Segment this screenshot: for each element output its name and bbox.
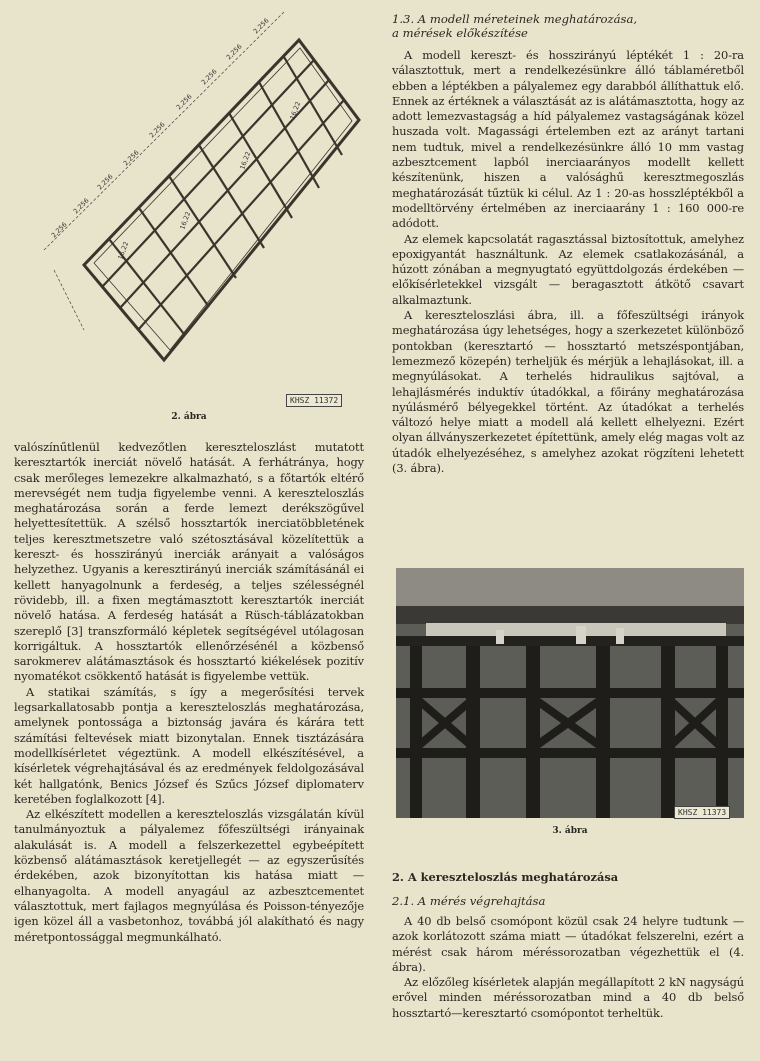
figure-2 [14, 0, 364, 425]
grillage-drawing [14, 0, 364, 425]
svg-text:2,256: 2,256 [121, 148, 141, 168]
right-paragraph-3: A kereszteloszlási ábra, ill. a főfeszültségi irányok meghatározása úgy lehetséges, hogy a szerkezetet különböző pontokban (keresztartó — hossztartó metszéspontjában, lemezmező közepén) terheljük és mérjük a lehajlásokat, ill. a megnyúlásokat. A terhelés hidraulikus sajtóval, a lehajlásmérés induktív útadókkal, a főirány meghatározása nyúlásmérő bélyegekkel történt. Az útadókat a terhelés változó helye miatt a modell alá kellett elhelyezni. Ezért olyan állványszerkezetet építettünk, amely elég magas volt az útadók elhelyezéséhez, s amelyhez azokat rögzíteni lehetett (3. ábra). [392, 308, 744, 476]
figure-3-photo [396, 568, 744, 818]
section-2-paragraph-2: Az előzőleg kísérletek alapján megállapított 2 kN nagyságú erővel minden méréssorozatban mind a 40 db belső hossztartó—keresztartó csomópontot terheltük. [392, 975, 744, 1020]
scaffolding-photo [396, 568, 744, 818]
left-text-column [14, 440, 364, 945]
section-2-heading: 2. A kereszteloszlás meghatározása [392, 870, 619, 884]
svg-text:2,256: 2,256 [49, 220, 69, 240]
section-2-paragraph-1: A 40 db belső csomópont közül csak 24 helyre tudtunk — azok korlátozott száma miatt — útadókat felszerelni, ezért a mérést csak három méréssorozatban végezhettük el (4. ábra). [392, 914, 744, 974]
section-2 [392, 870, 744, 1021]
svg-text:2,256: 2,256 [71, 196, 91, 216]
svg-text:16,22: 16,22 [116, 240, 131, 261]
figure-2-stamp: KHSZ 11372 [286, 394, 342, 407]
svg-text:2,256: 2,256 [251, 16, 271, 36]
svg-text:2,256: 2,256 [199, 67, 219, 87]
svg-text:2,256: 2,256 [95, 172, 115, 192]
svg-text:16,22: 16,22 [288, 100, 303, 121]
left-paragraph-1: valószínűtlenül kedvezőtlen kereszteloszlást mutatott keresztartók inerciát növelő hatását. A ferhátránya, hogy csak merőleges lemezekre alkalmazható, s a főtartók eltérő merevségét nem tudja figyelembe venni. A kereszteloszlás meghatározása során a ferde lemezt derékszögűvel helyettesítettük. A szélső hossztartók inerciatöbbletének teljes keresztmetszetre való szétosztásával közelítettük a kereszt- és hosszirányú inerciák arányait a valóságos helyzethez. Ugyanis a keresztirányú inerciák számításánál ei kellett hanyagolnunk a ferdeség, a teljes szélességnél rövidebb, ill. a fixen megtámasztott keresztartók inerciát növelő hatása. A ferdeség hatását a Rüsch-táblázatokban szereplő [3] transzformáló képletek segítségével utólagosan korrigáltuk. A hossztartók ellenőrzésénél a közbenső sarokmerev alátámasztások és hossztartó kiékelések pozitív nyomatékot csökkentő hatását is figyelembe vettük. [14, 440, 364, 684]
right-text-column [392, 12, 744, 476]
svg-text:16,22: 16,22 [238, 150, 253, 171]
left-paragraph-3: Az elkészített modellen a kereszteloszlás vizsgálatán kívül tanulmányoztuk a pályalemez főfeszültségi irányainak alakulását is. A modell a felszerkezettel egybeépített közbenső alátámasztások keretjellegét — az egyszerűsítés érdekében, azok bizonyítottan kis hatása miatt — elhanyagolta. A modell anyagául az azbesztcementet választottuk, mert fajlagos megnyúlása és Poisson-tényezője igen közel áll a vasbetonhoz, továbbá jól alakítható és nagy méretpontossággal megmunkálható. [14, 807, 364, 944]
figure-2-caption: 2. ábra [171, 412, 207, 422]
svg-text:2,256: 2,256 [147, 120, 167, 140]
left-paragraph-2: A statikai számítás, s így a megerősítési tervek legsarkallatosabb pontja a kereszteloszlás meghatározása, amelynek pontossága a biztonság javára és kárára tett számítási feltevések miatt bizonytalan. Ennek tisztázására modellkísérletet végeztünk. A modell elkészítésével, a kísérletek végrehajtásával és az eredmények feldolgozásával két hallgatónk, Benics József és Szűcs József diplomaterv keretében foglalkozott [4]. [14, 684, 364, 806]
svg-text:16,22: 16,22 [178, 210, 193, 231]
figure-3-stamp: KHSZ 11373 [674, 806, 730, 819]
right-paragraph-1: A modell kereszt- és hosszirányú léptékét 1 : 20-ra választottuk, mert a rendelkezésünkre álló táblaméretből ebben a léptékben a pályalemez egy darabból állíthattuk elő. Ennek az értéknek a választását az is alátámasztotta, hogy az adott lemezvastagság a híd pályalemez vastagságának közel huszada volt. Magassági értelemben ezt az arányt tartani nem tudtuk, mivel a rendelkezésünkre álló 10 mm vastag azbesztcement lapból inerciaarányos modellt kellett készítenünk, hiszen a valósághű keresztmegoszlás meghatározását tűztük ki célul. Az 1 : 20-as hosszléptékből a modelltörvény értelmében az inerciaarány 1 : 160 000-re adódott. [392, 48, 744, 231]
section-1-3-heading-line-1: 1.3. A modell méreteinek meghatározása, [392, 12, 638, 26]
svg-text:2,256: 2,256 [174, 92, 194, 112]
right-paragraph-2: Az elemek kapcsolatát ragasztással biztosítottuk, amelyhez epoxigyantát használtunk. Az elemek csatlakozásánál, a húzott zónában a megnyugtató együttdolgozás érdekében — előkísérletekkel vizsgált — beragasztott átkötő csavart alkalmaztunk. [392, 231, 744, 307]
svg-text:2,256: 2,256 [224, 42, 244, 62]
section-2-1-heading: 2.1. A mérés végrehajtása [392, 894, 546, 908]
figure-3-caption: 3. ábra [552, 826, 588, 836]
outer-frame [84, 40, 359, 360]
section-1-3-heading-line-2: a mérések előkészítése [392, 26, 528, 40]
